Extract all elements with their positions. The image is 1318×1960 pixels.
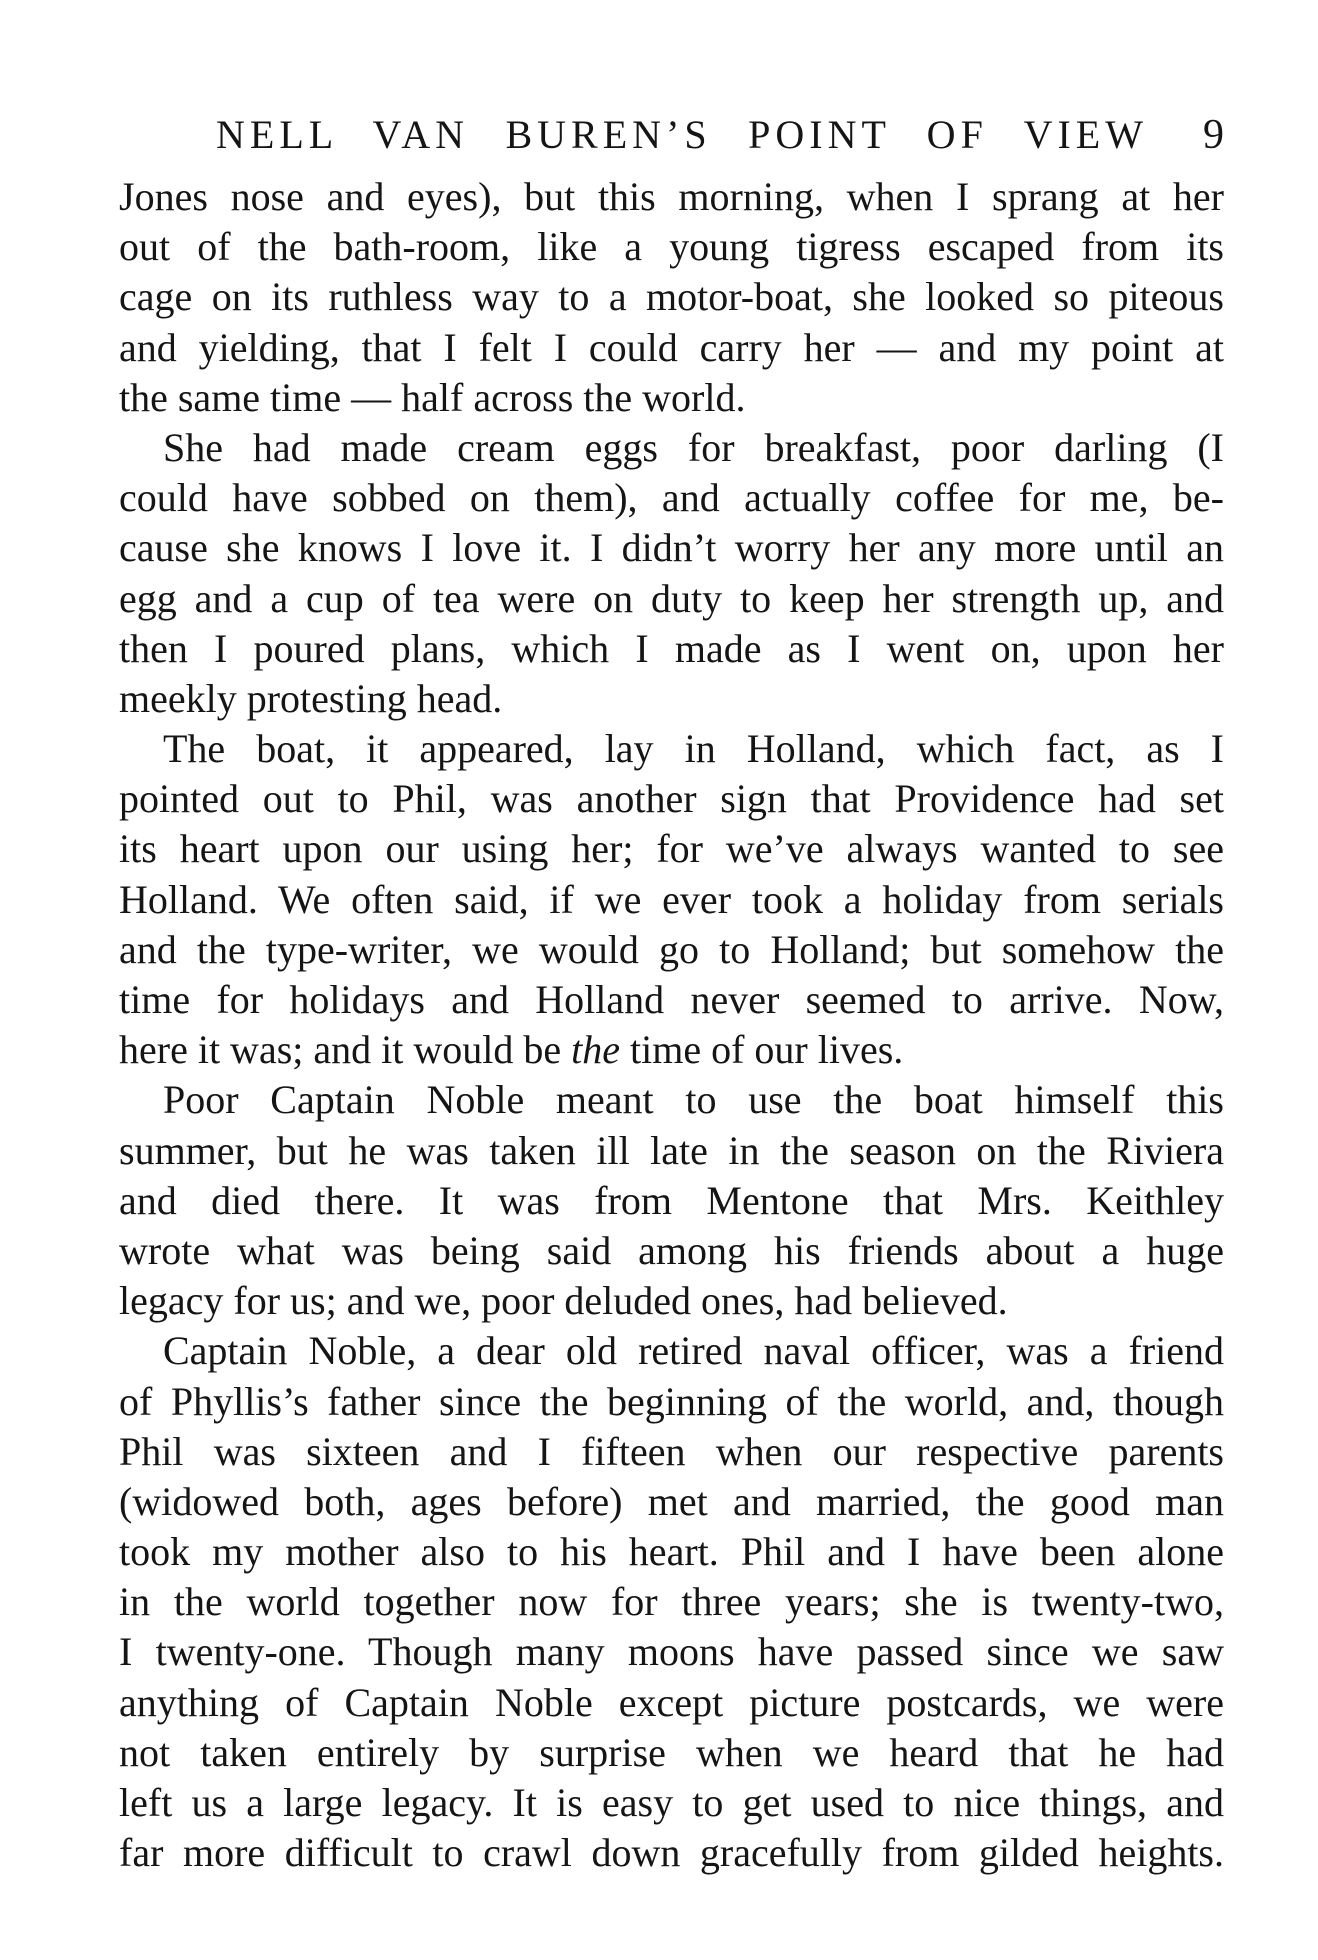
text-run: time of our lives. — [619, 1027, 904, 1073]
text-line: and yielding, that I felt I could carry her — and my point at — [119, 324, 1224, 370]
text-run: here it was; and it would be — [119, 1027, 572, 1073]
text-line: The boat, it appeared, lay in Holland, which fact, as I — [163, 726, 1224, 772]
text-line: its heart upon our using her; for we’ve always wanted to see — [119, 826, 1224, 872]
paragraph — [119, 1326, 1224, 1878]
text-line: cause she knows I love it. I didn’t worry her any more until an — [119, 525, 1224, 571]
emphasis-word: the — [571, 1027, 620, 1073]
text-line: egg and a cup of tea were on duty to keep her strength up, and — [119, 575, 1224, 621]
text-line: Captain Noble, a dear old retired naval officer, was a friend — [163, 1328, 1224, 1374]
text-line — [119, 1025, 1224, 1075]
text-line: pointed out to Phil, was another sign that Providence had set — [119, 776, 1224, 822]
text-line: legacy for us; and we, poor deluded ones, had believed. — [119, 1278, 1008, 1324]
text-line: Holland. We often said, if we ever took a holiday from serials — [119, 876, 1224, 922]
text-line: summer, but he was taken ill late in the season on the Riviera — [119, 1127, 1224, 1173]
page-number: 9 — [1203, 112, 1224, 158]
text-line: meekly protesting head. — [119, 675, 503, 721]
text-line: the same time — half across the world. — [119, 374, 746, 420]
text-line: out of the bath-room, like a young tigress escaped from its — [119, 224, 1224, 270]
text-line: I twenty-one. Though many moons have passed since we saw — [119, 1629, 1224, 1675]
paragraph — [119, 1075, 1224, 1326]
text-line: and the type-writer, we would go to Holland; but somehow the — [119, 926, 1224, 972]
text-line: Poor Captain Noble meant to use the boat himself this — [163, 1077, 1224, 1123]
text-line: wrote what was being said among his friends about a huge — [119, 1227, 1224, 1273]
paragraph — [119, 172, 1224, 423]
text-line: Phil was sixteen and I fifteen when our respective parents — [119, 1428, 1224, 1474]
running-title: NELL VAN BUREN’S POINT OF VIEW — [216, 112, 1148, 157]
text-line: far more difficult to crawl down gracefully from gilded heights. — [119, 1830, 1224, 1876]
text-line: left us a large legacy. It is easy to get used to nice things, and — [119, 1780, 1224, 1825]
text-line: anything of Captain Noble except picture postcards, we were — [119, 1679, 1224, 1725]
text-line: (widowed both, ages before) met and married, the good man — [119, 1478, 1224, 1524]
text-line: Jones nose and eyes), but this morning, when I sprang at her — [119, 174, 1224, 219]
text-line: took my mother also to his heart. Phil and I have been alone — [119, 1529, 1224, 1575]
text-line: and died there. It was from Mentone that Mrs. Keithley — [119, 1177, 1224, 1223]
text-line: cage on its ruthless way to a motor-boat, she looked so piteous — [119, 274, 1224, 320]
paragraph — [119, 724, 1224, 1075]
paragraph — [119, 423, 1224, 724]
text-line: time for holidays and Holland never seemed to arrive. Now, — [119, 977, 1224, 1022]
text-line: not taken entirely by surprise when we heard that he had — [119, 1729, 1224, 1775]
body-text — [119, 172, 1224, 1878]
text-line: in the world together now for three years; she is twenty-two, — [119, 1579, 1224, 1625]
text-line: of Phyllis’s father since the beginning of the world, and, though — [119, 1378, 1224, 1424]
text-line: She had made cream eggs for breakfast, poor darling (I — [163, 424, 1224, 470]
text-line: could have sobbed on them), and actually coffee for me, be- — [119, 475, 1224, 521]
text-line: then I poured plans, which I made as I went on, upon her — [119, 625, 1224, 671]
